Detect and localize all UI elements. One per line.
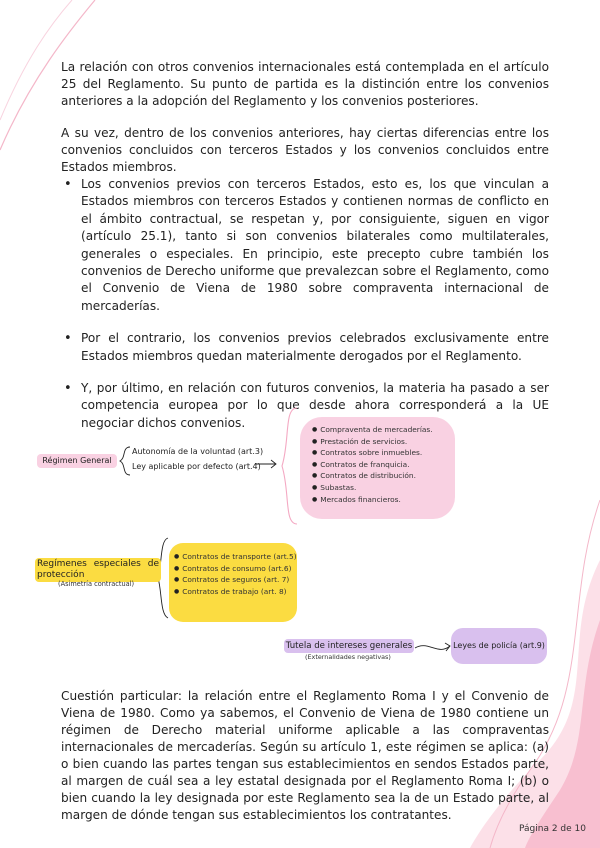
contract-item: ● Contratos de consumo (art.6) [174,563,297,575]
tutela-label: Tutela de intereses generales [285,641,413,651]
contract-item: ● Contratos de transporte (art.5) [174,551,297,563]
tutela-arrow [415,646,450,650]
contract-item: ● Subastas. [312,482,433,494]
bullet-futuros-convenios: • Y, por último, en relación con futuros convenios, la materia ha pasado a ser competencia europea por lo que desde ahora corresponderá a la UE negociar dichos convenios. [61,380,549,432]
externalidades-note: (Externalidades negativas) [305,653,391,661]
contract-item: ● Compraventa de mercaderías. [312,424,433,436]
regimenes-especiales-label: Regímenes especiales de protección [37,559,159,580]
anteriores-paragraph: A su vez, dentro de los convenios anteriores, hay ciertas diferencias entre los convenios concluidos con terceros Estados y los convenios concluidos entre Estados miembros. [61,126,549,174]
especiales-contracts-box [169,543,297,622]
contract-item: ● Contratos de seguros (art. 7) [174,574,297,586]
especiales-contracts-list [174,551,297,597]
contract-item: ● Contratos de franquicia. [312,459,433,471]
ley-defecto-item: Ley aplicable por defecto (art.4) [132,462,261,471]
contract-item: ● Contratos sobre inmuebles. [312,447,433,459]
contract-item: ● Contratos de trabajo (art. 8) [174,586,297,598]
contract-item: ● Prestación de servicios. [312,436,433,448]
page-number: Página 2 de 10 [519,824,586,834]
contract-item: ● Contratos de distribución. [312,470,433,482]
cuestion-paragraph: Cuestión particular: la relación entre el Reglamento Roma I y el Convenio de Viena de 1980. Como ya sabemos, el Convenio de Viena de 1980 contiene un régimen de Derecho material uniforme aplicable a las compraventas internacionales de mercaderías. Según su artículo 1, este régimen se aplica: (a) o bien cuando las partes tengan sus establecimientos en sendos Estados parte, al margen de cuál sea a ley estatal designada por el Reglamento Roma I; (b) o bien cuando la ley designada por este Reglamento sea la de un Estado parte, al margen de dónde tengan sus establecimientos los contratantes. [61,689,549,822]
general-brace [120,447,130,475]
general-contracts-cloud [300,417,455,519]
bullet-terceros-estados: • Los convenios previos con terceros Estados, esto es, los que vinculan a Estados miembros con terceros Estados y contienen normas de conflicto en el ámbito contractual, se respetan y, por consiguiente, siguen en vigor (artículo 25.1), tanto si son convenios bilaterales como multilaterales, generales o especiales. En principio, este precepto cubre también los convenios de Derecho uniforme que prevalezcan sobre el Reglamento, como el Convenio de Viena de 1980 sobre compraventa internacional de mercaderías. [61,176,549,315]
tutela-arrowhead [445,643,450,651]
bullet-estados-miembros: • Por el contrario, los convenios previos celebrados exclusivamente entre Estados miembros quedan materialmente derogados por el Reglamento. [61,330,549,365]
contract-item: ● Mercados financieros. [312,494,433,506]
intro-paragraph: La relación con otros convenios internacionales está contemplada en el artículo 25 del Reglamento. Su punto de partida es la distinción entre los convenios anteriores a la adopción del Reglamento y los convenios posteriores. [61,60,549,108]
general-contracts-list [312,424,433,505]
regimen-general-label: Régimen General [37,454,117,468]
leyes-policia-box: Leyes de policía (art.9) [451,628,547,664]
contracts-brace [282,408,297,524]
autonomia-item: Autonomía de la voluntad (art.3) [132,447,264,456]
asimetria-note: (Asimetría contractual) [58,580,135,588]
